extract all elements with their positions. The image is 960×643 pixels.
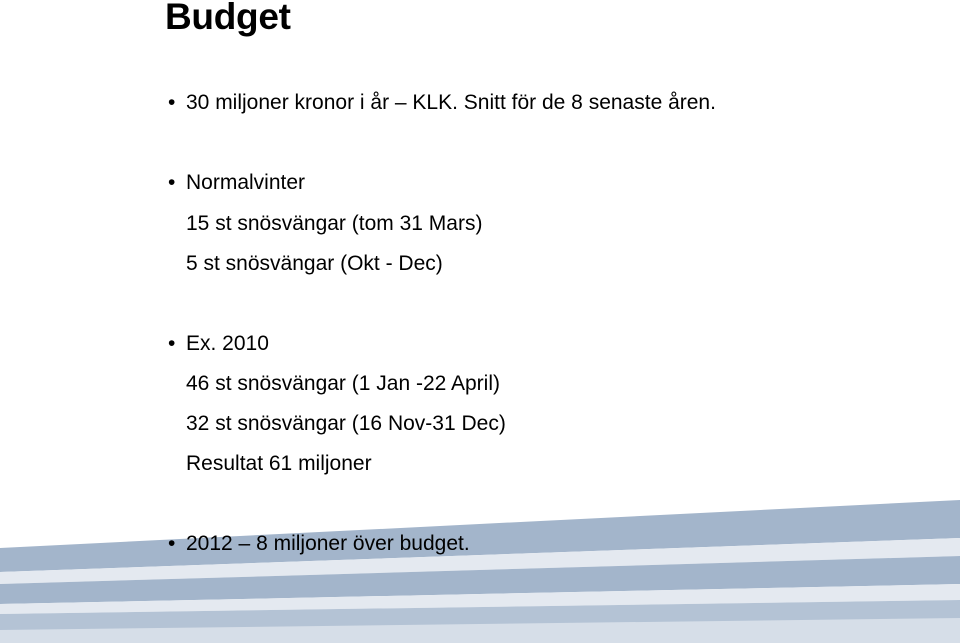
bullet-text: Ex. 2010 xyxy=(186,332,269,355)
sub-line: 15 st snösvängar (tom 31 Mars) xyxy=(186,212,483,235)
bullet-text: 30 miljoner kronor i år – KLK. Snitt för de 8 senaste åren. xyxy=(186,91,716,114)
sub-line: Resultat 61 miljoner xyxy=(186,452,372,475)
bullet-marker: • xyxy=(168,171,176,194)
bullet-text: Normalvinter xyxy=(186,171,306,194)
sub-line: 5 st snösvängar (Okt - Dec) xyxy=(186,252,443,275)
slide-title: Budget xyxy=(165,0,291,37)
bullet-text: 2012 – 8 miljoner över budget. xyxy=(186,532,470,555)
sub-line: 46 st snösvängar (1 Jan -22 April) xyxy=(186,372,500,395)
bullet-marker: • xyxy=(168,532,176,555)
bullet-marker: • xyxy=(168,332,176,355)
sub-line: 32 st snösvängar (16 Nov-31 Dec) xyxy=(186,412,506,435)
bullet-marker: • xyxy=(168,91,176,114)
